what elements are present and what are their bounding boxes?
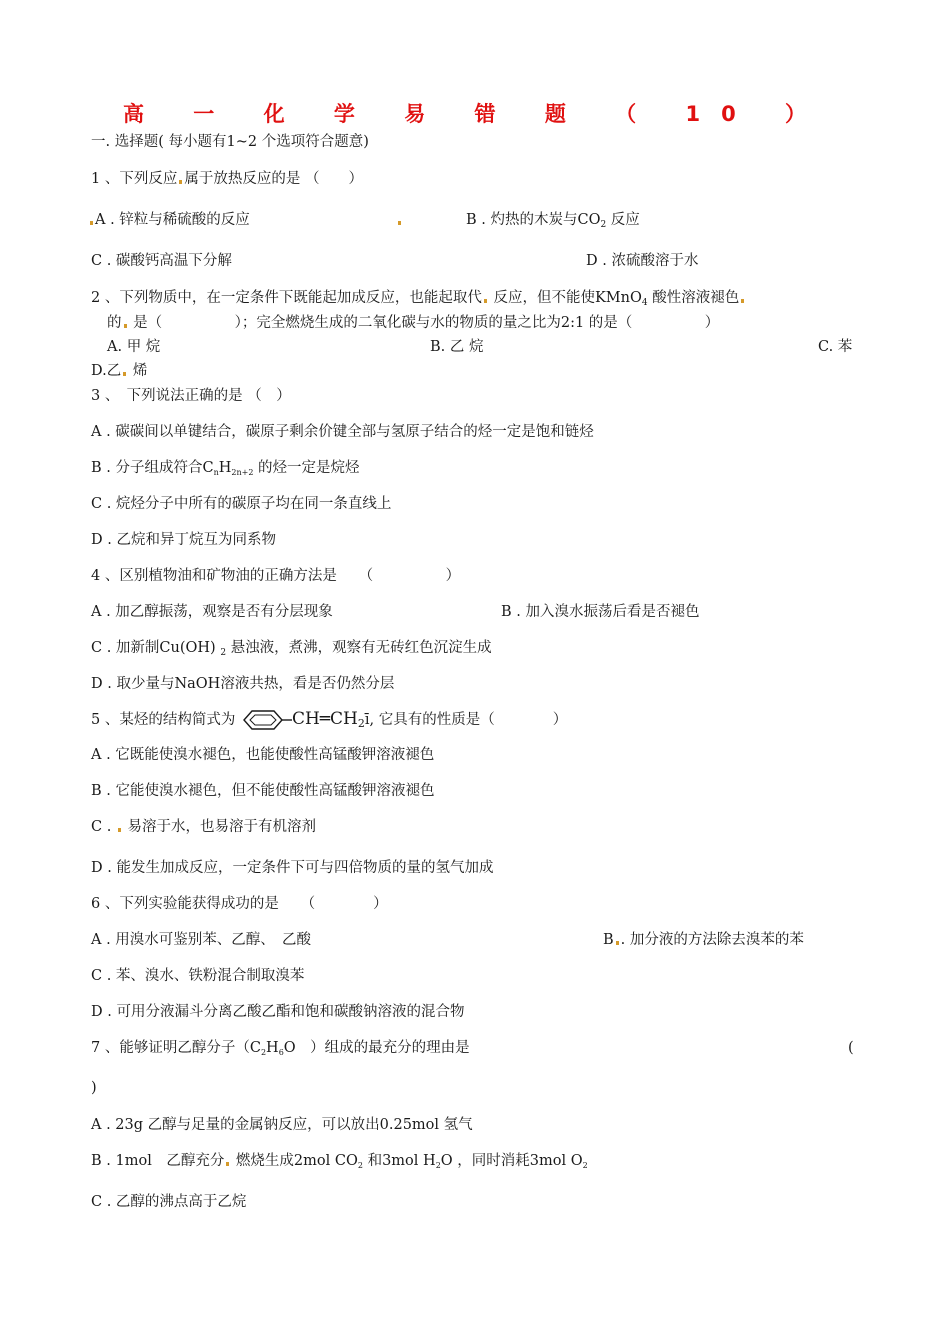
question-2-option-d: D.乙 烯 bbox=[91, 363, 148, 379]
question-4-option-c: C . 加新制Cu(OH) $_2$ 悬浊液，煮沸，观察有无砖红色沉淀生成 bbox=[91, 640, 492, 658]
scan-mark bbox=[124, 324, 127, 328]
question-6-option-a: A . 用溴水可鉴别苯、乙醇、 乙酸 bbox=[91, 932, 312, 948]
question-7-option-c: C . 乙醇的沸点高于乙烷 bbox=[91, 1194, 247, 1210]
question-1-option-d: D . 浓硫酸溶于水 bbox=[586, 253, 699, 269]
scan-mark bbox=[123, 372, 126, 376]
scan-mark bbox=[90, 221, 93, 225]
question-4-stem: 4 、区别植物油和矿物油的正确方法是 （ ） bbox=[91, 568, 461, 584]
question-7-stem: 7 、能够证明乙醇分子（$C_2H_6O$ ）组成的最充分的理由是 bbox=[91, 1040, 470, 1057]
question-7-paren-open: ( bbox=[848, 1040, 854, 1056]
question-3-stem: 3 、 下列说法正确的是 （ ） bbox=[91, 388, 291, 404]
question-1-option-a: A . 锌粒与稀硫酸的反应 bbox=[88, 211, 250, 229]
question-4-option-b: B . 加入溴水振荡后看是否褪色 bbox=[501, 604, 700, 620]
section-heading: 一. 选择题( 每小题有1~2 个选项符合题意) bbox=[91, 134, 369, 150]
question-1-stem: 1 、下列反应 属于放热反应的是 （ ） bbox=[91, 171, 363, 187]
question-2-stem: 2 、下列物质中，在一定条件下既能起加成反应，也能起取代 反应，但不能使KMnO$_4$ 酸性溶液褪色 bbox=[91, 289, 746, 312]
question-3-option-d: D . 乙烷和异丁烷互为同系物 bbox=[91, 532, 276, 548]
question-3-option-b: B . 分子组成符合$C_nH_{2n+2}$ 的烃一定是烷烃 bbox=[91, 460, 360, 477]
page-title: 高 一 化 学 易 错 题 （ 10 ） bbox=[122, 102, 828, 126]
question-1-option-c: C . 碳酸钙高温下分解 bbox=[91, 253, 232, 269]
question-7-paren-close: ) bbox=[91, 1080, 97, 1096]
scan-mark-row bbox=[396, 211, 403, 229]
question-2-stem-line2: 的 是（ ）；完全燃烧生成的二氧化碳与水的物质的量之比为2:1 的是（ ） bbox=[107, 315, 720, 331]
question-6-option-d: D . 可用分液漏斗分离乙酸乙酯和饱和碳酸钠溶液的混合物 bbox=[91, 1004, 465, 1020]
benzene-ring-icon bbox=[240, 708, 292, 737]
scan-mark bbox=[484, 299, 487, 303]
scan-mark bbox=[398, 221, 401, 225]
question-2-option-b: B. 乙 烷 bbox=[430, 339, 484, 355]
scan-mark bbox=[616, 941, 619, 945]
question-5-option-b: B . 它能使溴水褪色，但不能使酸性高锰酸钾溶液褪色 bbox=[91, 783, 435, 799]
question-6-stem: 6 、下列实验能获得成功的是 （ ） bbox=[91, 896, 388, 912]
scan-mark bbox=[226, 1162, 229, 1166]
question-4-option-a: A . 加乙醇振荡，观察是否有分层现象 bbox=[91, 604, 333, 620]
question-7-option-a: A . 23g 乙醇与足量的金属钠反应，可以放出0.25mol 氢气 bbox=[91, 1117, 473, 1133]
question-4-option-d: D . 取少量与NaOH溶液共热，看是否仍然分层 bbox=[91, 676, 395, 692]
question-7-option-b: B . 1mol 乙醇充分 燃烧生成2mol $CO_2$ 和3mol $H_2O$ ，同时消耗3mol $O_2$ bbox=[91, 1153, 588, 1170]
question-6-option-b: B . 加分液的方法除去溴苯的苯 bbox=[603, 932, 804, 948]
question-3-option-a: A . 碳碳间以单键结合，碳原子剩余价键全部与氢原子结合的烃一定是饱和链烃 bbox=[91, 424, 594, 440]
scan-mark bbox=[118, 828, 121, 832]
question-6-option-c: C . 苯、溴水、铁粉混合制取溴苯 bbox=[91, 968, 305, 984]
question-2-option-c: C. 苯 bbox=[818, 339, 853, 355]
question-5-option-d: D . 能发生加成反应，一定条件下可与四倍物质的量的氢气加成 bbox=[91, 860, 494, 876]
question-2-option-a: A. 甲 烷 bbox=[107, 339, 161, 355]
question-3-option-c: C . 烷烃分子中所有的碳原子均在同一条直线上 bbox=[91, 496, 392, 512]
scan-mark bbox=[179, 180, 182, 184]
question-5-option-a: A . 它既能使溴水褪色，也能使酸性高锰酸钾溶液褪色 bbox=[91, 747, 435, 763]
question-5-stem: 5 、某烃的结构简式为 $CH═CH_2ī$, 它具有的性质是（ ） bbox=[91, 708, 567, 737]
question-5-option-c: C . 易溶于水，也易溶于有机溶剂 bbox=[91, 819, 317, 835]
scan-mark bbox=[741, 299, 744, 303]
question-1-option-b: B . 灼热的木炭与$CO_2$ 反应 bbox=[466, 212, 640, 230]
